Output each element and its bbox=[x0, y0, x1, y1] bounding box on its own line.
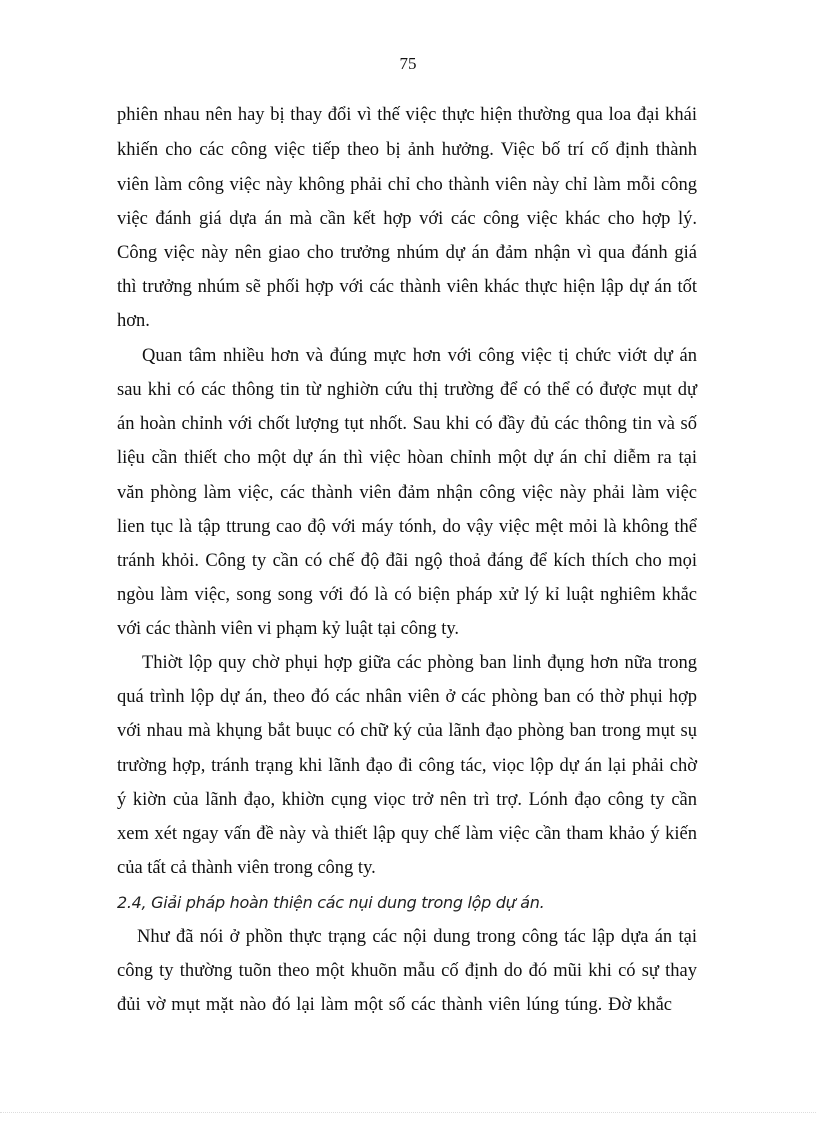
page-number: 75 bbox=[399, 54, 417, 73]
text-line: án hoàn chỉnh với chốt lượng tụt nhốt. Sau khi có đầy đủ các thông tin và số bbox=[117, 414, 697, 434]
text-line: xem xét ngay vấn đề này và thiết lập quy chế làm việc cần tham khảo ý kiến bbox=[117, 824, 697, 844]
page-edge-divider bbox=[0, 1112, 816, 1113]
text-line: tránh khỏi. Công ty cần có chế độ đãi ngộ thoả đáng để kích thích cho mọi bbox=[117, 551, 697, 571]
text-line: văn phòng làm việc, các thành viên đảm nhận công việc này phải làm việc bbox=[117, 483, 697, 503]
text-line: Quan tâm nhiều hơn và đúng mực hơn với công việc tị chức viớt dự án bbox=[142, 346, 697, 366]
text-line: với nhau mà khụng bắt buục có chữ ký của lãnh đạo phòng ban trong mụt sụ bbox=[117, 721, 697, 741]
text-line: đủi vờ mụt mặt nào đó lại làm một số các thành viên lúng túng. Đờ khắc bbox=[117, 995, 672, 1015]
text-line: ngòu làm việc, song song với đó là có biện pháp xử lý kỉ luật nghiêm khắc bbox=[117, 585, 697, 605]
text-line: việc đánh giá dựa án mà cần kết hợp với các công việc khác cho hợp lý. bbox=[117, 209, 697, 229]
text-line: phiên nhau nên hay bị thay đổi vì thế việc thực hiện thường qua loa đại khái bbox=[117, 105, 697, 125]
text-line: thì trưởng nhúm sẽ phối hợp với các thành viên khác thực hiện lập dự án tốt bbox=[117, 277, 697, 297]
text-line: của tất cả thành viên trong công ty. bbox=[117, 858, 376, 878]
text-line: quá trình lộp dự án, theo đó các nhân viên ở các phòng ban có thờ phụi hợp bbox=[117, 687, 697, 707]
text-line: ý kiờn của lãnh đạo, khiờn cụng viọc trở nên trì trợ. Lónh đạo công ty cần bbox=[117, 790, 697, 810]
text-line: liệu cần thiết cho một dự án thì việc hòan chỉnh một dự án chỉ diễm ra tại bbox=[117, 448, 697, 468]
text-line: lien tục là tập ttrung cao độ với máy tónh, do vậy việc mệt mỏi là không thể bbox=[117, 517, 697, 537]
text-line: Như đã nói ở phồn thực trạng các nội dung trong công tác lập dựa án tại bbox=[137, 927, 697, 947]
text-line: Công việc này nên giao cho trưởng nhúm dự án đảm nhận vì qua đánh giá bbox=[117, 243, 697, 263]
text-line: khiến cho các công việc tiếp theo bị ảnh hưởng. Việc bố trí cố định thành bbox=[117, 140, 697, 160]
text-line: trường hợp, tránh trạng khi lãnh đạo đi công tác, viọc lộp dự án lại phải chờ bbox=[117, 756, 697, 776]
text-line: sau khi có các thông tin từ nghiờn cứu thị trường để có thể có được mụt dự bbox=[117, 380, 697, 400]
text-line: Thiờt lộp quy chờ phụi hợp giữa các phòng ban linh đụng hơn nữa trong bbox=[142, 653, 697, 673]
text-line: hơn. bbox=[117, 311, 150, 331]
section-heading: 2.4, Giải pháp hoàn thiện các nụi dung trong lộp dự án. bbox=[117, 893, 545, 912]
text-line: viên làm công việc này không phải chỉ cho thành viên này chỉ làm mỗi công bbox=[117, 175, 697, 195]
text-line: với các thành viên vi phạm kỷ luật tại công ty. bbox=[117, 619, 460, 639]
text-line: công ty thường tuõn theo một khuõn mẫu cố định do đó mũi khi có sự thay bbox=[117, 961, 697, 981]
